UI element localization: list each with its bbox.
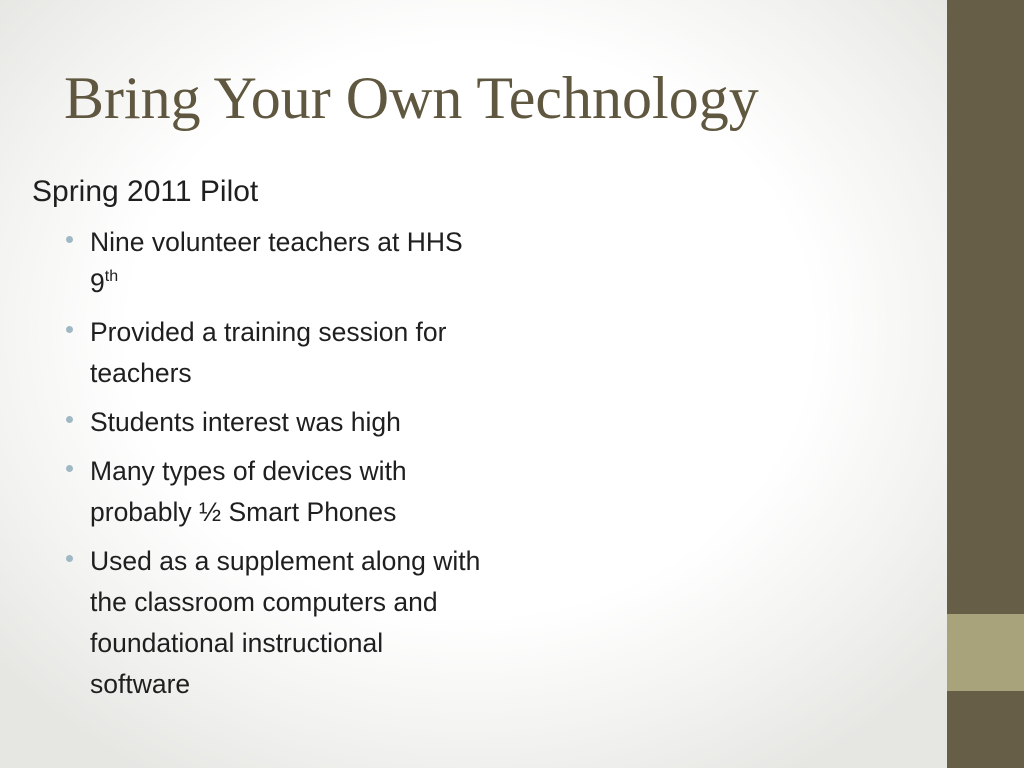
bullet-dot-icon — [66, 465, 73, 472]
bullet-list — [32, 222, 512, 705]
bullet-text: Used as a supplement along with the classroom computers and foundational instructional software — [90, 546, 481, 699]
bullet-text: Many types of devices with probably ½ Smart Phones — [90, 456, 407, 527]
bullet-dot-icon — [66, 555, 73, 562]
bullet-dot-icon — [66, 416, 73, 423]
bullet-text: Provided a training session for teachers — [90, 317, 447, 388]
bullet-text: Nine volunteer teachers at HHS 9 — [90, 227, 463, 298]
slide-subheading: Spring 2011 Pilot — [32, 175, 259, 208]
slide-title: Bring Your Own Technology — [64, 65, 759, 131]
bullet-text: Students interest was high — [90, 407, 401, 437]
bullet-item — [90, 541, 490, 705]
bullet-item — [90, 312, 490, 394]
side-decor-accent — [947, 614, 1024, 691]
bullet-dot-icon — [66, 326, 73, 333]
bullet-item — [90, 402, 490, 443]
bullet-superscript: th — [104, 268, 119, 285]
bullet-item — [90, 222, 490, 304]
bullet-item — [90, 451, 490, 533]
bullet-dot-icon — [66, 236, 73, 243]
slide-content — [32, 172, 512, 713]
